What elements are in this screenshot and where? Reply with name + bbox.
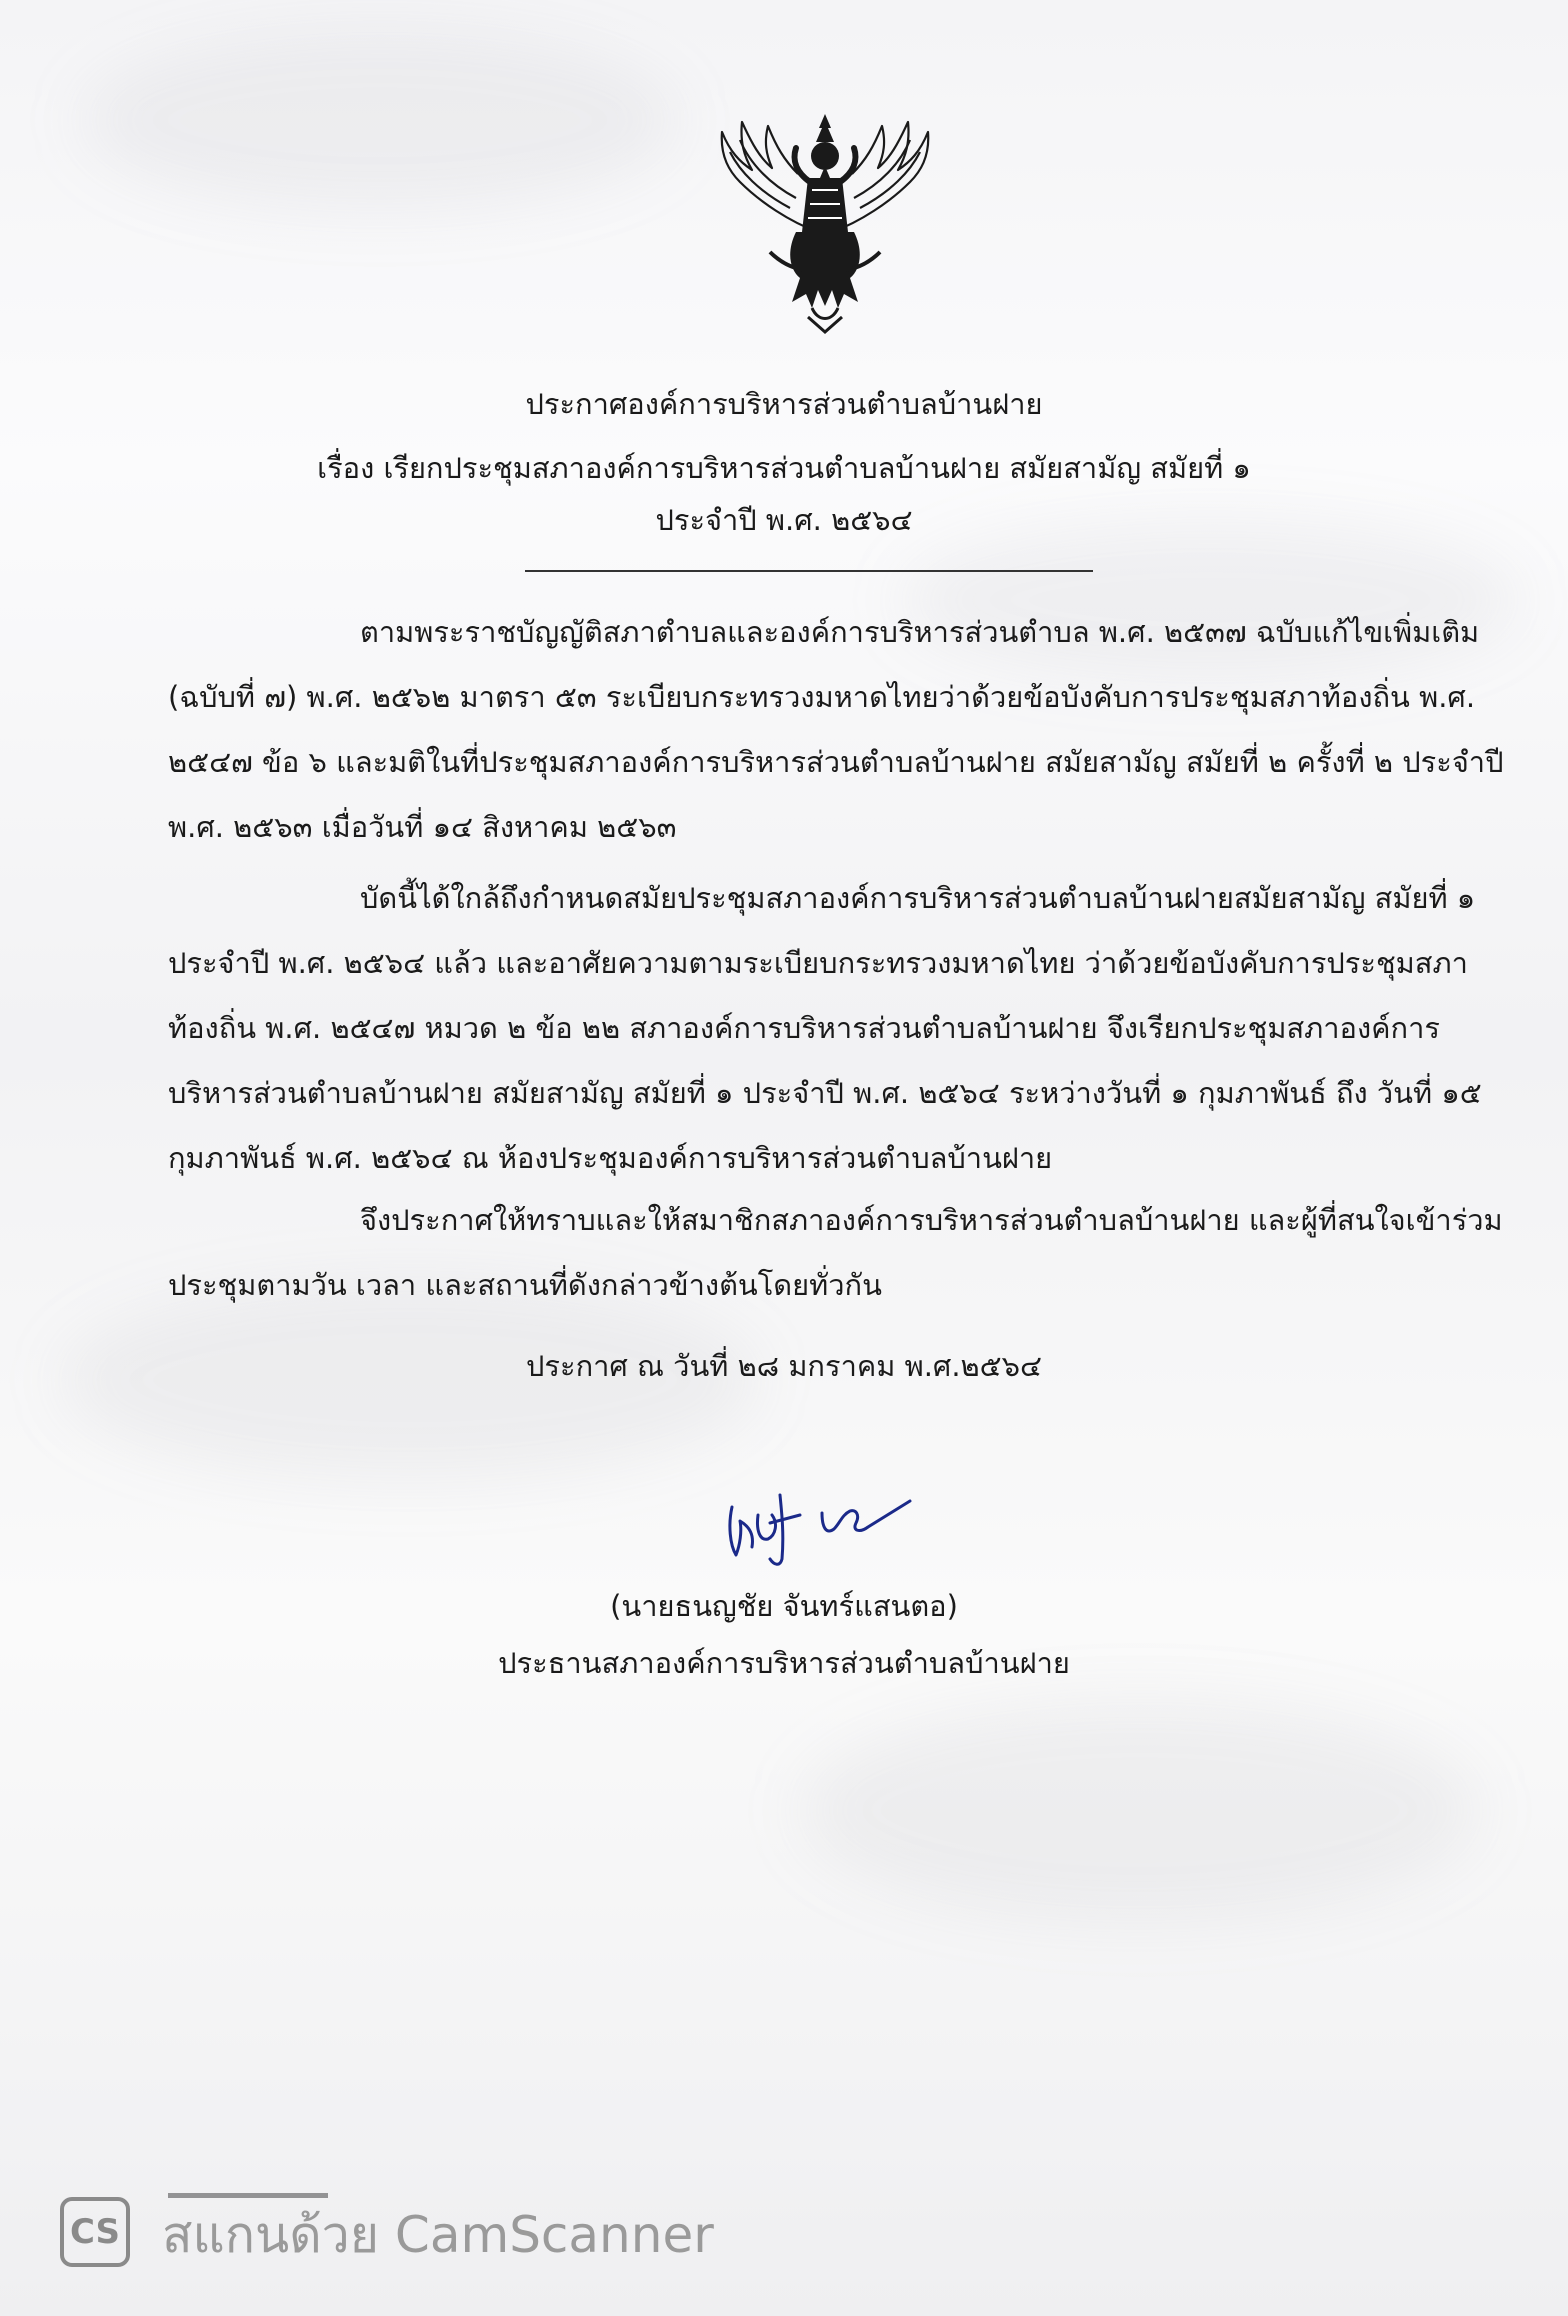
fiscal-year-line: ประจำปี พ.ศ. ๒๕๖๔: [655, 503, 913, 537]
paragraph-line: บัดนี้ได้ใกล้ถึงกำหนดสมัยประชุมสภาองค์การบริหารส่วนตำบลบ้านฝายสมัยสามัญ สมัยที่ ๑: [360, 881, 1476, 915]
issuer-title: ประกาศองค์การบริหารส่วนตำบลบ้านฝาย: [525, 387, 1043, 421]
paragraph-meeting-call: [168, 866, 1482, 1191]
paragraph-line: ประจำปี พ.ศ. ๒๕๖๔ แล้ว และอาศัยความตามระเบียบกระทรวงมหาดไทย ว่าด้วยข้อบังคับการประชุมสภา: [168, 946, 1468, 980]
paragraph-line: ๒๕๔๗ ข้อ ๖ และมติในที่ประชุมสภาองค์การบริหารส่วนตำบลบ้านฝาย สมัยสามัญ สมัยที่ ๒ ครั้งที่ ๒ ประจำปี: [168, 745, 1504, 779]
signatory-name: (นายธนญชัย จันทร์แสนตอ): [610, 1589, 958, 1623]
title-divider: [525, 570, 1093, 572]
paragraph-line: ท้องถิ่น พ.ศ. ๒๕๔๗ หมวด ๒ ข้อ ๒๒ สภาองค์การบริหารส่วนตำบลบ้านฝาย จึงเรียกประชุมสภาองค์การ: [168, 1011, 1440, 1045]
paper-shadow: [800, 1700, 1480, 1920]
paragraph-line: ประชุมตามวัน เวลา และสถานที่ดังกล่าวข้างต้นโดยทั่วกัน: [168, 1268, 882, 1302]
paragraph-line: ตามพระราชบัญญัติสภาตำบลและองค์การบริหารส่วนตำบล พ.ศ. ๒๕๓๗ ฉบับแก้ไขเพิ่มเติม: [360, 615, 1480, 649]
paragraph-legal-basis: [168, 600, 1504, 860]
paragraph-line: บริหารส่วนตำบลบ้านฝาย สมัยสามัญ สมัยที่ ๑ ประจำปี พ.ศ. ๒๕๖๔ ระหว่างวันที่ ๑ กุมภาพันธ์ ถึง วันที่ ๑๕: [168, 1076, 1482, 1110]
scanner-watermark: สแกนด้วย CamScanner: [162, 2206, 714, 2264]
paragraph-line: (ฉบับที่ ๗) พ.ศ. ๒๕๖๒ มาตรา ๕๓ ระเบียบกระทรวงมหาดไทยว่าด้วยข้อบังคับการประชุมสภาท้องถิ่น พ.ศ.: [168, 680, 1476, 714]
paragraph-notice: [168, 1188, 1503, 1318]
paragraph-line: จึงประกาศให้ทราบและให้สมาชิกสภาองค์การบริหารส่วนตำบลบ้านฝาย และผู้ที่สนใจเข้าร่วม: [360, 1203, 1503, 1237]
handwritten-signature-icon: [710, 1475, 925, 1575]
garuda-emblem-icon: [700, 112, 950, 342]
paper-shadow: [80, 30, 680, 210]
subject-line: เรื่อง เรียกประชุมสภาองค์การบริหารส่วนตำบลบ้านฝาย สมัยสามัญ สมัยที่ ๑: [317, 451, 1251, 485]
signatory-position: ประธานสภาองค์การบริหารส่วนตำบลบ้านฝาย: [498, 1646, 1070, 1680]
camscanner-logo-icon: CS: [60, 2197, 130, 2267]
paragraph-line: พ.ศ. ๒๕๖๓ เมื่อวันที่ ๑๔ สิงหาคม ๒๕๖๓: [168, 810, 677, 844]
announce-date: ประกาศ ณ วันที่ ๒๘ มกราคม พ.ศ.๒๕๖๔: [526, 1349, 1042, 1383]
paragraph-line: กุมภาพันธ์ พ.ศ. ๒๕๖๔ ณ ห้องประชุมองค์การบริหารส่วนตำบลบ้านฝาย: [168, 1141, 1053, 1175]
